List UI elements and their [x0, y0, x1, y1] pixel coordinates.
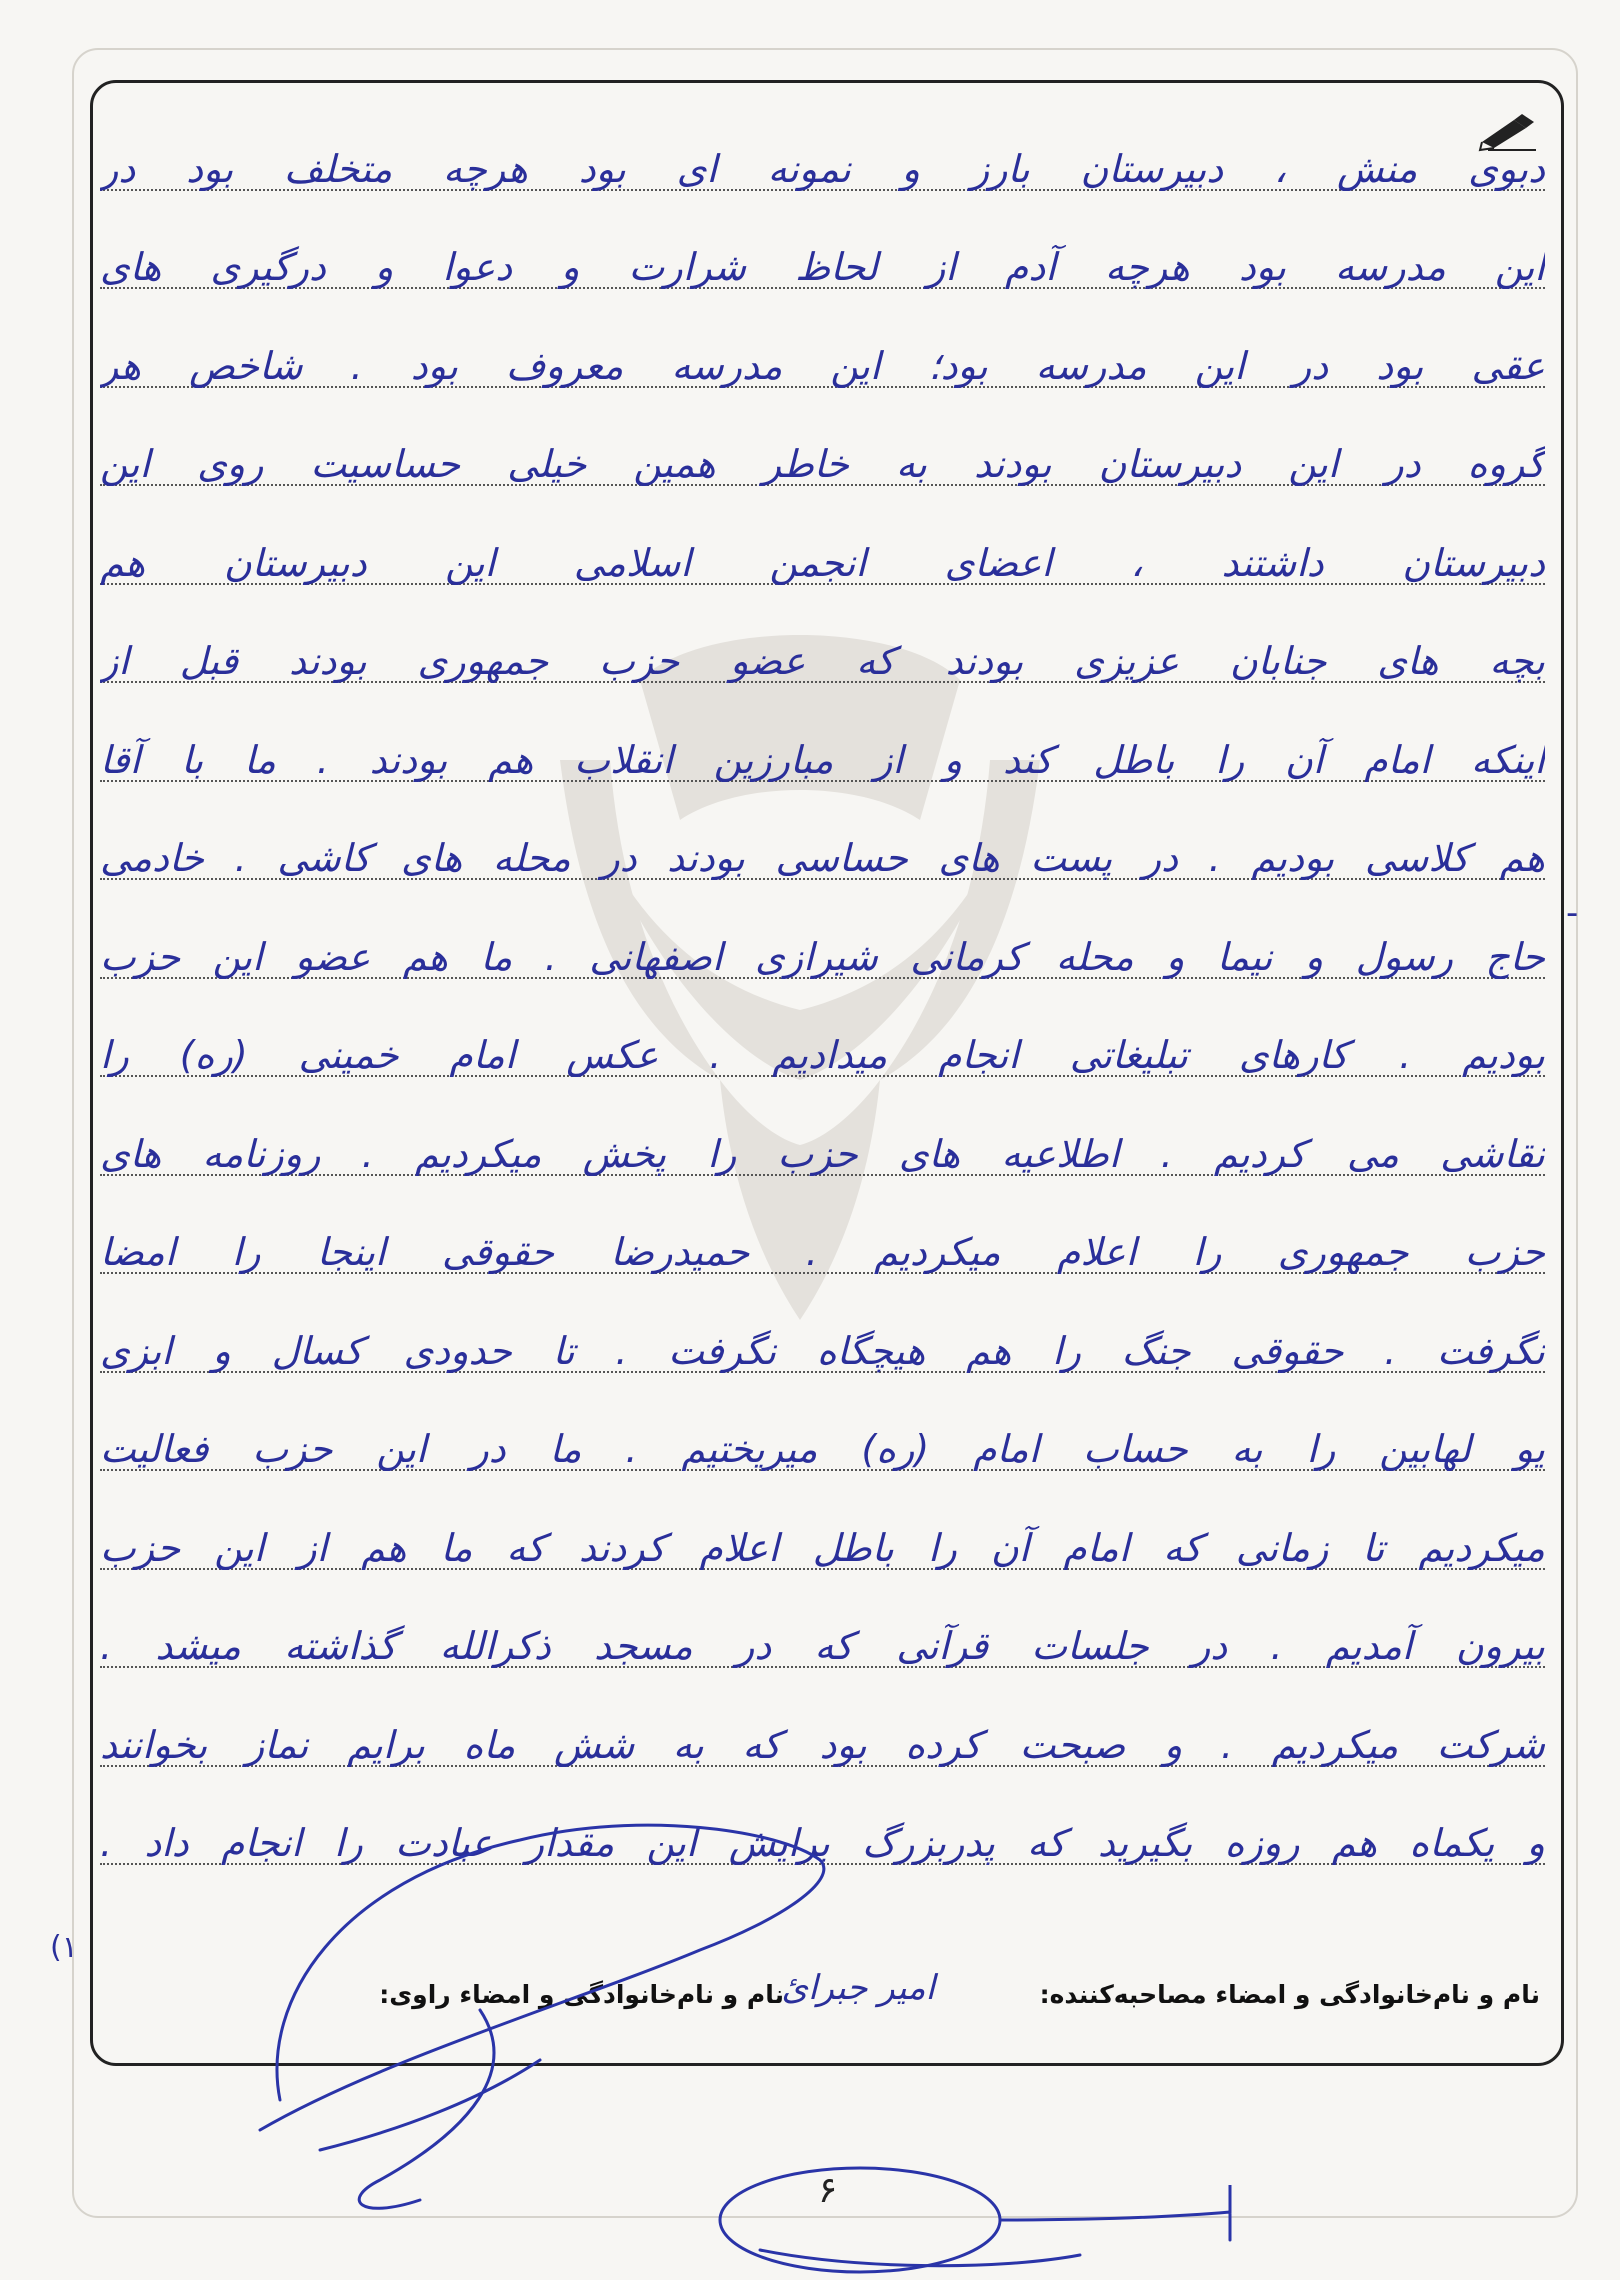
- line-text: حاج رسول و نیما و محله کرمانی شیرازی اصفهانی . ما هم عضو این حزب: [100, 934, 1545, 979]
- text-line: [100, 307, 1545, 406]
- line-text: حزب جمهوری را اعلام میکردیم . حمیدرضا حقوقی اینجا را امضا: [100, 1230, 1545, 1274]
- text-line: [100, 1588, 1545, 1687]
- line-text: نگرفت . حقوقی جنگ را هم هیچگاه نگرفت . تا حدودی کسال و ابزی: [100, 1328, 1545, 1373]
- text-line: [100, 1489, 1545, 1588]
- text-line: [100, 603, 1545, 702]
- line-text: میکردیم تا زمانی که امام آن را باطل اعلام کردند که ما هم از این حزب: [100, 1525, 1545, 1570]
- line-text: بیرون آمدیم . در جلسات قرآنی که در مسجد ذکرالله گذاشته میشد .: [100, 1624, 1545, 1668]
- line-text: شرکت میکردیم . و صبحت کرده بود که به شش ماه برایم نماز بخوانند: [100, 1722, 1545, 1767]
- text-line: [100, 1292, 1545, 1391]
- line-text: هم کلاسی بودیم . در پست های حساسی بودند در محله های کاشی . خادمی: [100, 836, 1545, 880]
- text-line: [100, 406, 1545, 505]
- line-text: و یکماه هم روزه بگیرید که پدربزرگ برایش این مقدار عبادت را انجام داد .: [100, 1821, 1545, 1865]
- line-text: این مدرسه بود هرچه آدم از لحاظ شرارت و دعوا و درگیری های: [100, 245, 1545, 289]
- text-line: [100, 110, 1545, 209]
- text-line: [100, 1095, 1545, 1194]
- margin-footnote-mark: (۱: [50, 1930, 78, 1965]
- line-text: نقاشی می کردیم . اطلاعیه های حزب را پخش میکردیم . روزنامه های: [100, 1131, 1545, 1176]
- interviewer-label: نام و نام‌خانوادگی و امضاء مصاحبه‌کننده:: [1039, 1980, 1540, 2009]
- text-line: [100, 1391, 1545, 1490]
- handwritten-text-body: [100, 110, 1545, 1883]
- text-line: [100, 701, 1545, 800]
- text-line: [100, 1686, 1545, 1785]
- line-text: بودیم . کارهای تبلیغاتی انجام میدادیم . عکس امام خمینی (ره) را: [100, 1033, 1545, 1077]
- line-text: یو لهابین را به حساب امام (ره) میریختیم . ما در این حزب فعالیت: [100, 1427, 1545, 1471]
- text-line: [100, 800, 1545, 899]
- text-line: [100, 898, 1545, 997]
- text-line: [100, 1194, 1545, 1293]
- narrator-label: نام و نام‌خانوادگی و امضاء راوی:: [379, 1980, 784, 2009]
- text-line: [100, 997, 1545, 1096]
- text-line: [100, 504, 1545, 603]
- line-text: بچه های جنابان عزیزی بودند که عضو حزب جمهوری بودند قبل از: [100, 639, 1545, 683]
- line-text: دبیرستان داشتند ، اعضای انجمن اسلامی این دبیرستان هم: [100, 540, 1545, 585]
- line-text: عقی بود در این مدرسه بود؛ این مدرسه معروف بود . شاخص هر: [100, 343, 1545, 388]
- line-text: دبوی منش ، دبیرستان بارز و نمونه ای بود هرچه متخلف بود در: [100, 146, 1545, 191]
- line-text: اینکه امام آن را باطل کند و از مبارزین انقلاب هم بودند . ما با آقا: [100, 737, 1545, 782]
- line-text: گروه در این دبیرستان بودند به خاطر همین خیلی حساسیت روی این: [100, 442, 1545, 486]
- text-line: [100, 209, 1545, 308]
- margin-dash-mark: -: [1566, 893, 1579, 933]
- page-number: ۶: [818, 2170, 838, 2211]
- interviewer-name: امیر جبرائ: [781, 1968, 935, 2008]
